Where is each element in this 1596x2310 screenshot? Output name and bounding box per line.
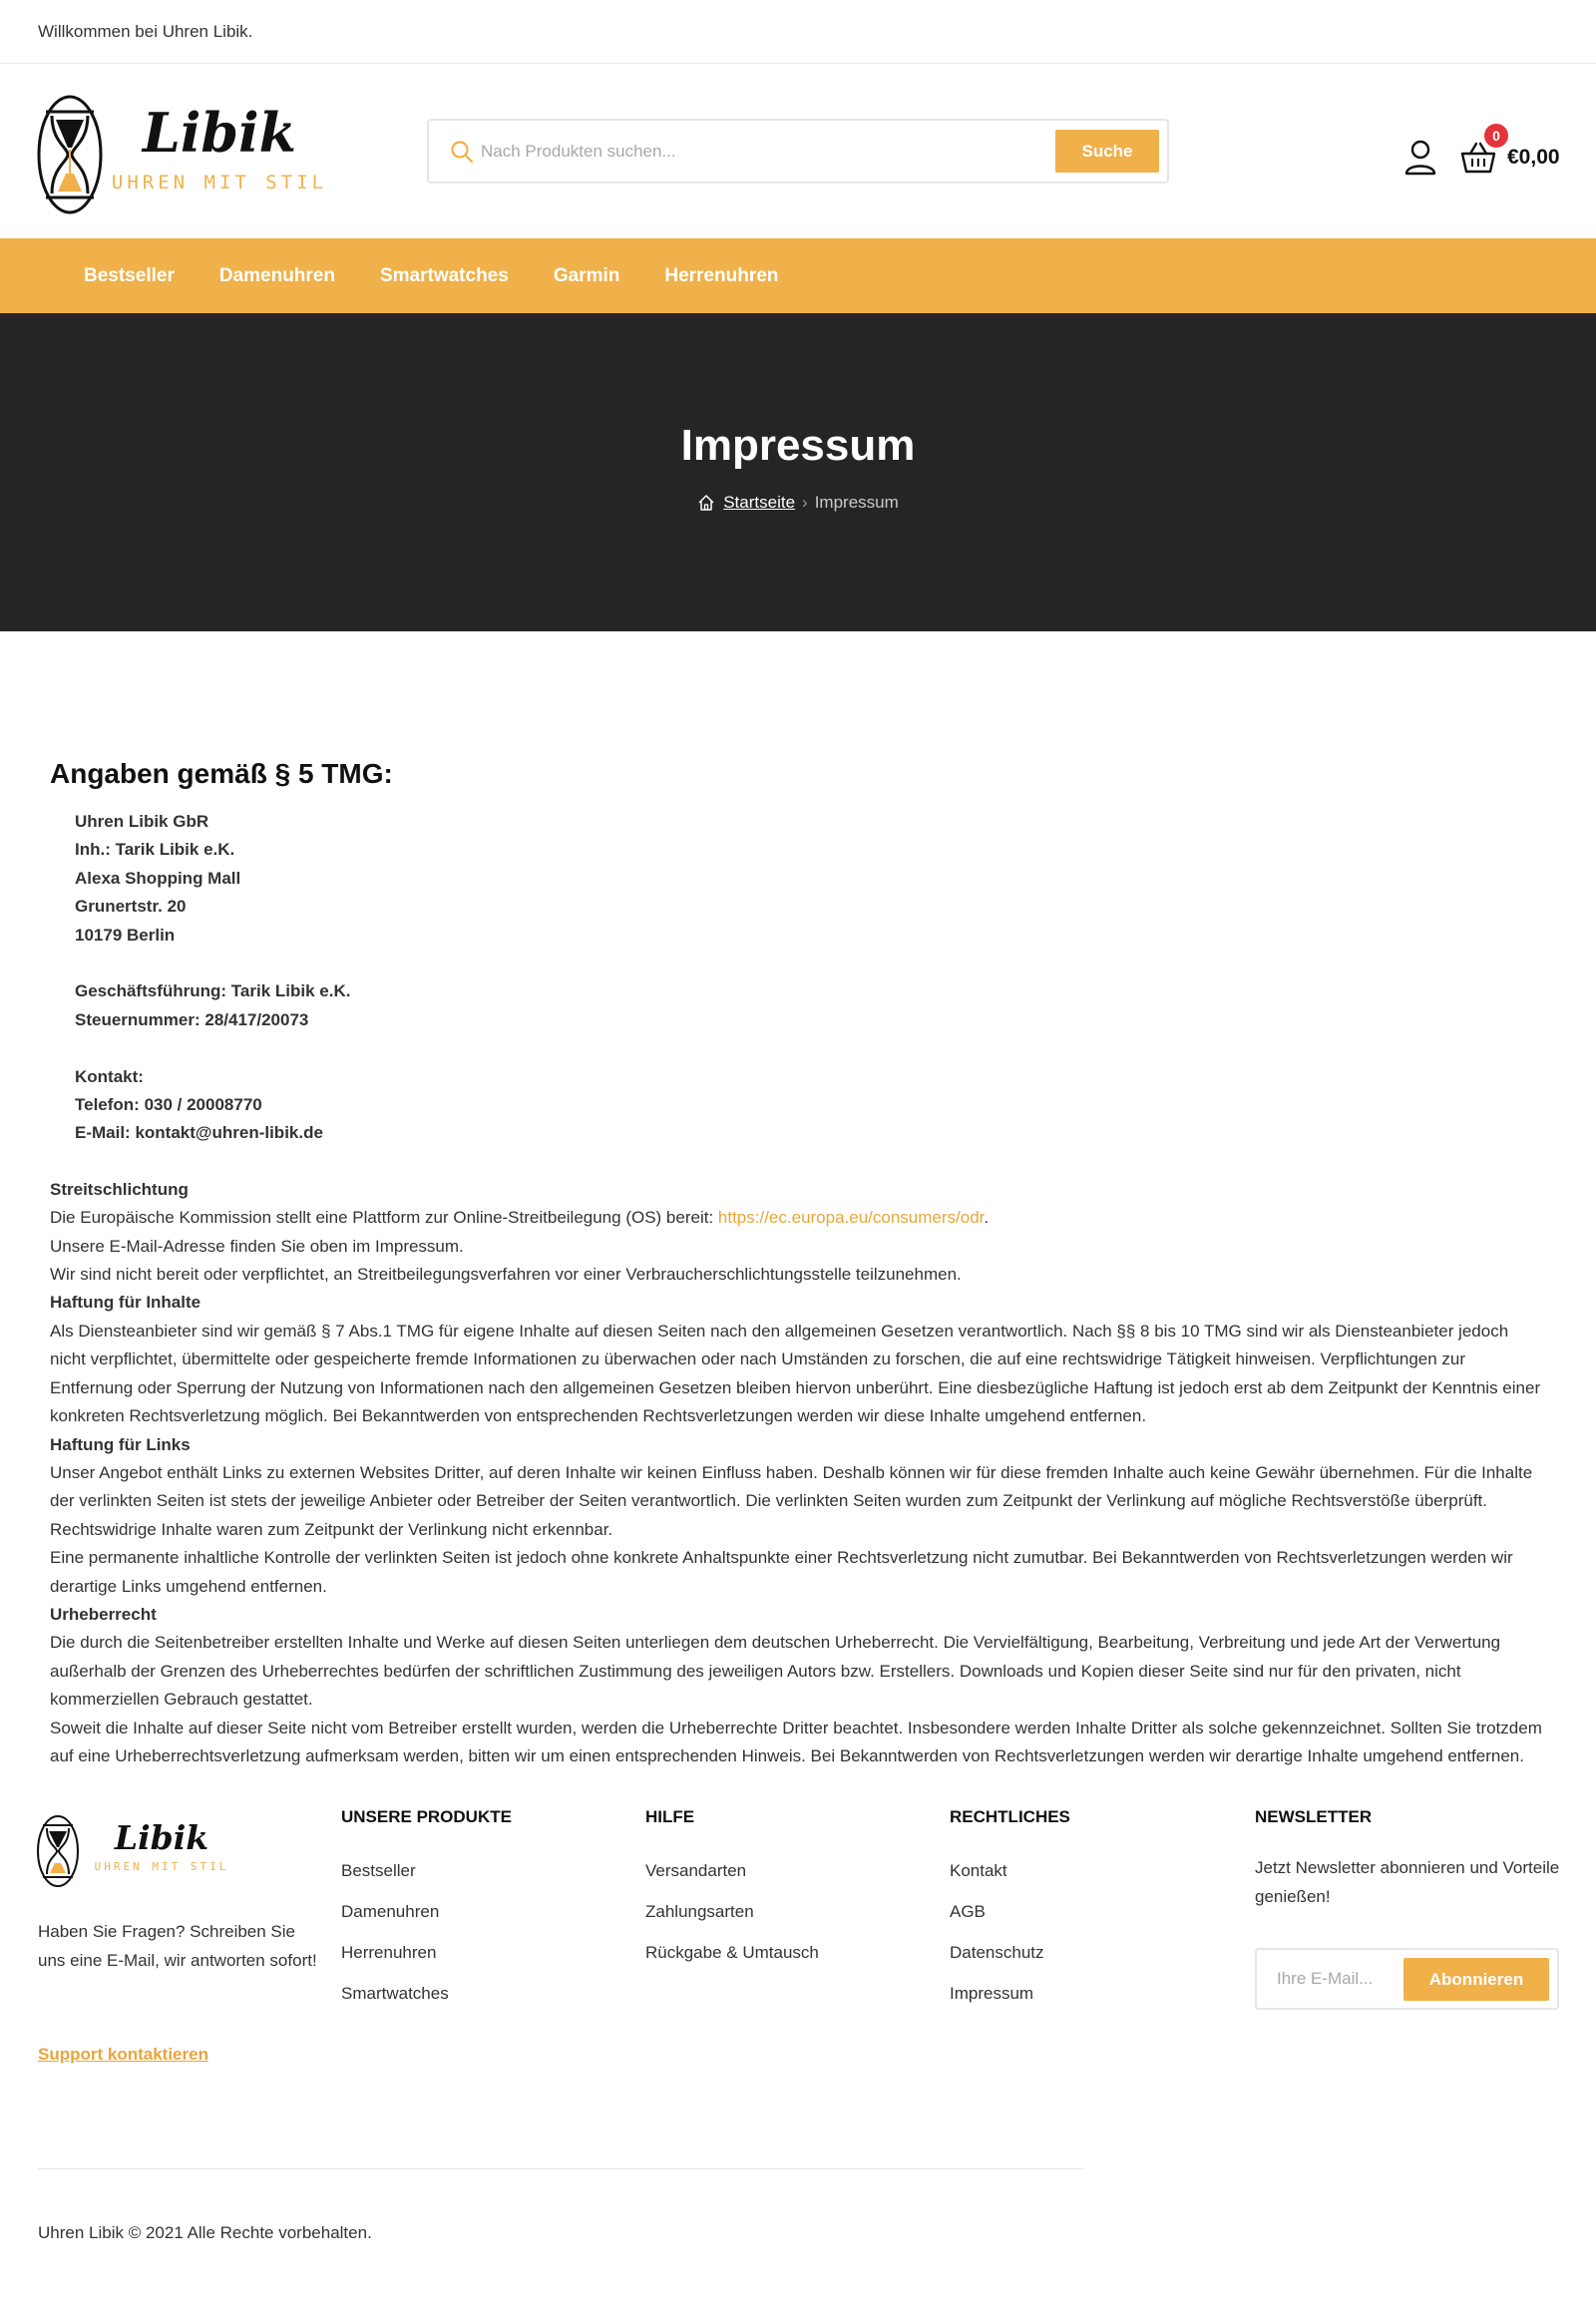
footer-link[interactable]: Impressum [950,1984,1034,2003]
footer-divider [38,2168,1083,2169]
legal-paragraph: Unser Angebot enthält Links zu externen Websites Dritter, auf deren Inhalte wir keinen Einfluss haben. Deshalb können wir für diese fremden Inhalte auch keine Gewähr übernehmen. Für die Inhalte der verlinkten Seiten ist stets der jeweilige Anbieter oder Betreiber der Seiten verantwortlich. Die verlinkten Seiten wurden zum Zeitpunkt der Verlinkung auf mögliche Rechtsverstöße überprüft. Rechtswidrige Inhalte waren zum Zeitpunkt der Verlinkung nicht erkennbar. [50,1462,1533,1539]
legal-paragraph: Eine permanente inhaltliche Kontrolle der verlinkten Seiten ist jedoch ohne konkrete Anhaltspunkte einer Rechtsverletzung nicht zumutbar. Bei Bekanntwerden von Rechtsverletzungen werden wir derartige Links umgehend entfernen. [50,1548,1513,1596]
search-icon [449,139,475,165]
section-title-haftung-inhalte: Haftung für Inhalte [50,1293,201,1313]
welcome-text: Willkommen bei Uhren Libik. [38,21,253,41]
nav-item-smartwatches[interactable]: Smartwatches [379,264,509,286]
main-nav [0,238,1596,313]
product-search [427,119,1169,184]
address-line: 10179 Berlin [75,925,176,945]
site-logo[interactable] [36,90,335,219]
footer-logo[interactable] [36,1813,225,1889]
section-title-urheberrecht: Urheberrecht [50,1604,157,1624]
legal-paragraph: Die durch die Seitenbetreiber erstellten Inhalte und Werke auf diesen Seiten unterliegen dem deutschen Urheberrecht. Die Vervielfältigung, Bearbeitung, Verbreitung und jede Art der Verwertung außerhalb der Grenzen des Urheberrechtes bedürfen der schriftlichen Zustimmung des jeweiligen Autors bzw. Erstellers. Downloads und Kopien dieser Seite sind nur für den privaten, nicht kommerziellen Gebrauch gestattet. [50,1633,1501,1710]
odr-link[interactable]: https://ec.europa.eu/consumers/odr [717,1208,985,1228]
footer-link[interactable]: Datenschutz [950,1943,1044,1962]
cart-count-badge: 0 [1484,124,1508,148]
footer-col-legal [950,1807,1070,2024]
footer-col-title: RECHTLICHES [950,1807,1070,1826]
footer-link[interactable]: Zahlungsarten [645,1902,754,1921]
section-title-streitschlichtung: Streitschlichtung [50,1179,189,1199]
header-actions [1402,128,1560,178]
legal-paragraph: Wir sind nicht bereit oder verpflichtet, an Streitbeilegungsverfahren vor einer Verbraucherschlichtungsstelle teilzunehmen. [50,1265,962,1285]
page-title: Impressum [680,421,916,470]
breadcrumb-separator: › [802,493,808,512]
search-input[interactable] [481,133,1039,171]
footer-about-text: Haben Sie Fragen? Schreiben Sie uns eine E-Mail, wir antworten sofort! [38,1922,317,1970]
footer-col-title: UNSERE PRODUKTE [341,1807,512,1826]
footer-link[interactable]: Kontakt [950,1861,1007,1880]
address-line: Inh.: Tarik Libik e.K. [75,840,235,860]
legal-notices [50,1176,1546,1771]
nav-item-herrenuhren[interactable]: Herrenuhren [664,264,779,286]
top-bar [0,0,1596,64]
section-title-haftung-links: Haftung für Links [50,1434,191,1454]
cart-button[interactable] [1458,128,1500,178]
breadcrumb [0,493,1596,513]
nav-item-bestseller[interactable]: Bestseller [84,264,175,286]
footer-col-products [341,1807,512,2024]
svg-text:UHREN MIT STIL: UHREN MIT STIL [94,1860,225,1873]
footer-link[interactable]: Herrenuhren [341,1943,437,1962]
site-header [0,64,1596,238]
address-line: Grunertstr. 20 [75,897,187,917]
footer-link[interactable]: AGB [950,1902,986,1921]
breadcrumb-current: Impressum [814,493,899,512]
footer-col-title: NEWSLETTER [1255,1807,1373,1826]
breadcrumb-home-link[interactable]: Startseite [723,493,796,512]
subscribe-button[interactable]: Abonnieren [1403,1958,1549,2001]
legal-paragraph: Die Europäische Kommission stellt eine Plattform zur Online-Streitbeilegung (OS) bereit: https://ec.europa.eu/consumers/odr. [50,1208,990,1228]
hourglass-logo-icon [36,90,335,219]
nav-item-damenuhren[interactable]: Damenuhren [218,264,335,286]
svg-text:Libik: Libik [142,101,297,165]
cart-total[interactable]: €0,00 [1507,146,1560,169]
footer-link[interactable]: Bestseller [341,1861,416,1880]
legal-paragraph: Unsere E-Mail-Adresse finden Sie oben im Impressum. [50,1236,464,1256]
impressum-heading: Angaben gemäß § 5 TMG: [50,758,393,789]
email-line: E-Mail: kontakt@uhren-libik.de [75,1123,323,1143]
footer-newsletter [1255,1807,1564,1989]
tax-number-line: Steuernummer: 28/417/20073 [75,1009,309,1029]
company-address [50,808,1546,1148]
nav-item-garmin[interactable]: Garmin [553,264,620,286]
svg-text:UHREN MIT STIL: UHREN MIT STIL [111,172,328,193]
legal-paragraph: Als Diensteanbieter sind wir gemäß § 7 Abs.1 TMG für eigene Inhalte auf diesen Seiten nach den allgemeinen Gesetzen verantwortlich. Nach §§ 8 bis 10 TMG sind wir als Diensteanbieter jedoch nicht verpflichtet, übermittelte oder gespeicherte fremde Informationen zu überwachen oder nach Umständen zu forschen, die auf eine rechtswidrige Tätigkeit hinweisen. Verpflichtungen zur Entfernung oder Sperrung der Nutzung von Informationen nach den allgemeinen Gesetzen bleiben hiervon unberührt. Eine diesbezügliche Haftung ist jedoch erst ab dem Zeitpunkt der Kenntnis einer konkreten Rechtsverletzung möglich. Bei Bekanntwerden von entsprechenden Rechtsverletzungen werden wir diese Inhalte umgehend entfernen. [50,1321,1541,1426]
footer-col-help [645,1807,819,1983]
phone-line: Telefon: 030 / 20008770 [75,1095,262,1115]
newsletter-form [1255,1948,1559,2010]
contact-label: Kontakt: [75,1066,144,1086]
hourglass-logo-icon [36,1813,225,1889]
footer-col-title: HILFE [645,1807,695,1826]
footer-link[interactable]: Damenuhren [341,1902,440,1921]
search-button[interactable]: Suche [1055,130,1159,173]
footer-link[interactable]: Rückgabe & Umtausch [645,1943,819,1962]
home-icon [697,494,715,512]
copyright-text: Uhren Libik © 2021 Alle Rechte vorbehalten. [38,2223,372,2242]
support-link[interactable]: Support kontaktieren [38,2045,208,2064]
address-line: Alexa Shopping Mall [75,868,241,888]
user-icon[interactable] [1402,138,1438,178]
legal-paragraph: Soweit die Inhalte auf dieser Seite nicht vom Betreiber erstellt wurden, werden die Urheberrechte Dritter beachtet. Insbesondere werden Inhalte Dritter als solche gekennzeichnet. Sollten Sie trotzdem auf eine Urheberrechtsverletzung aufmerksam werden, bitten wir um einen entsprechenden Hinweis. Bei Bekanntwerden von Rechtsverletzungen werden wir derartige Inhalte umgehend entfernen. [50,1718,1542,1765]
footer-link[interactable]: Smartwatches [341,1984,449,2003]
page-hero [0,313,1596,631]
newsletter-email-input[interactable] [1277,1964,1396,1994]
impressum-content [0,631,1596,1770]
footer-link[interactable]: Versandarten [645,1861,747,1880]
newsletter-text: Jetzt Newsletter abonnieren und Vorteile genießen! [1255,1858,1560,1906]
svg-text:Libik: Libik [114,1818,209,1857]
management-line: Geschäftsführung: Tarik Libik e.K. [75,981,351,1001]
address-line: Uhren Libik GbR [75,812,209,831]
